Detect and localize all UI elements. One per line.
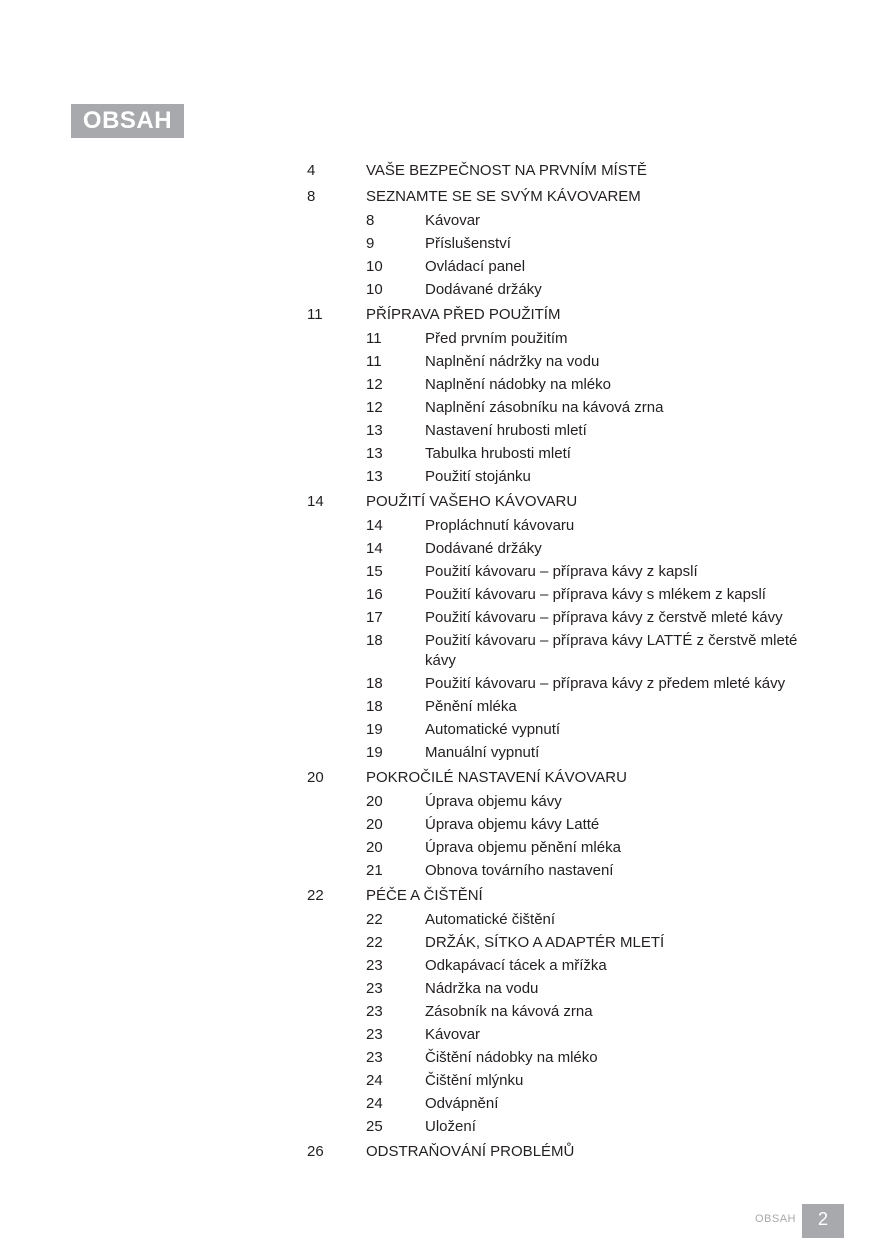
toc-entry[interactable] (307, 516, 827, 539)
toc-entry-page: 9 (366, 235, 375, 252)
toc-entry-title: Použití kávovaru – příprava kávy z předem mleté kávy (425, 675, 786, 692)
toc-section[interactable] (307, 491, 827, 516)
toc-entry-page: 18 (366, 675, 383, 692)
toc-entry[interactable] (307, 539, 827, 562)
toc-entry-title: Uložení (425, 1118, 476, 1135)
toc-entry-title: Pěnění mléka (425, 698, 517, 715)
toc-entry-title: Manuální vypnutí (425, 744, 540, 761)
toc-section-page: 4 (307, 162, 316, 179)
toc-entry-page: 22 (366, 911, 383, 928)
toc-entry[interactable] (307, 861, 827, 884)
toc-entry-page: 10 (366, 258, 383, 275)
toc-entry-page: 19 (366, 744, 383, 761)
toc-entry-title: Úprava objemu pěnění mléka (425, 839, 621, 856)
toc-entry-page: 17 (366, 609, 383, 626)
toc-entry-title: Kávovar (425, 1026, 481, 1043)
toc-entry[interactable] (307, 1094, 827, 1117)
toc-entry-title: Odvápnění (425, 1095, 499, 1112)
toc-entry-page: 19 (366, 721, 383, 738)
toc-section-title: ODSTRAŇOVÁNÍ PROBLÉMŮ (366, 1143, 575, 1160)
page-number: 2 (802, 1204, 844, 1238)
toc-entry[interactable] (307, 375, 827, 398)
toc-entry-title: Nastavení hrubosti mletí (425, 422, 587, 439)
toc-entry-title: Odkapávací tácek a mřížka (425, 957, 607, 974)
toc-section-page: 26 (307, 1143, 324, 1160)
toc-section[interactable] (307, 304, 827, 329)
toc-entry-title: Ovládací panel (425, 258, 526, 275)
toc-entry[interactable] (307, 398, 827, 421)
toc-entry[interactable] (307, 1002, 827, 1025)
toc-entry[interactable] (307, 257, 827, 280)
toc-entry[interactable] (307, 608, 827, 631)
toc-section[interactable] (307, 160, 827, 185)
toc-entry-title: Obnova továrního nastavení (425, 862, 614, 879)
toc-entry[interactable] (307, 444, 827, 467)
toc-entry-title: Nádržka na vodu (425, 980, 539, 997)
toc-entry-page: 23 (366, 957, 383, 974)
toc-entry-page: 14 (366, 517, 383, 534)
toc-section-title: VAŠE BEZPEČNOST NA PRVNÍM MÍSTĚ (366, 162, 647, 179)
toc-entry-page: 23 (366, 980, 383, 997)
toc-entry[interactable] (307, 933, 827, 956)
toc-entry-title: Naplnění nádržky na vodu (425, 353, 600, 370)
toc-entry-page: 12 (366, 376, 383, 393)
toc-entry-page: 11 (366, 330, 382, 347)
toc-entry-title: Tabulka hrubosti mletí (425, 445, 571, 462)
toc-entry[interactable] (307, 815, 827, 838)
footer-section-label: OBSAH (754, 1213, 796, 1225)
toc-entry[interactable] (307, 631, 827, 674)
toc-entry[interactable] (307, 1117, 827, 1140)
toc-section-page: 8 (307, 188, 316, 205)
toc-entry-title: DRŽÁK, SÍTKO A ADAPTÉR MLETÍ (425, 934, 665, 951)
toc-entry-page: 23 (366, 1026, 383, 1043)
toc-entry-page: 24 (366, 1072, 383, 1089)
toc-entry[interactable] (307, 697, 827, 720)
toc-section[interactable] (307, 186, 827, 211)
toc-entry-page: 23 (366, 1049, 383, 1066)
toc-entry[interactable] (307, 280, 827, 303)
toc-entry-page: 20 (366, 839, 383, 856)
toc-entry-page: 16 (366, 586, 383, 603)
toc-entry-page: 14 (366, 540, 383, 557)
toc-entry-page: 24 (366, 1095, 383, 1112)
toc-entry[interactable] (307, 234, 827, 257)
toc-section-title: SEZNAMTE SE SE SVÝM KÁVOVAREM (366, 188, 641, 205)
toc-entry[interactable] (307, 792, 827, 815)
toc-entry-title: Úprava objemu kávy Latté (425, 816, 600, 833)
toc-entry-page: 22 (366, 934, 383, 951)
toc-section-page: 14 (307, 493, 324, 510)
toc-entry-page: 20 (366, 816, 383, 833)
toc-entry[interactable] (307, 674, 827, 697)
toc-entry[interactable] (307, 838, 827, 861)
toc-entry[interactable] (307, 743, 827, 766)
toc-entry-page: 18 (366, 632, 383, 649)
toc-entry-title: Čištění nádobky na mléko (425, 1049, 598, 1066)
toc-entry[interactable] (307, 211, 827, 234)
toc-entry-title: Úprava objemu kávy (425, 793, 562, 810)
toc-entry-page: 15 (366, 563, 383, 580)
toc-entry-title: Naplnění zásobníku na kávová zrna (425, 399, 664, 416)
toc-entry-page: 21 (366, 862, 383, 879)
toc-entry-title: Naplnění nádobky na mléko (425, 376, 611, 393)
toc-entry[interactable] (307, 585, 827, 608)
toc-entry-title: Použití kávovaru – příprava kávy s mlékem z kapslí (425, 586, 766, 603)
toc-entry-page: 25 (366, 1118, 383, 1135)
toc-entry-title: Automatické čištění (425, 911, 556, 928)
toc-entry-title: Propláchnutí kávovaru (425, 517, 575, 534)
toc-entry-page: 10 (366, 281, 383, 298)
toc-entry-page: 13 (366, 422, 383, 439)
toc-section-title: POUŽITÍ VAŠEHO KÁVOVARU (366, 493, 578, 510)
toc-entry[interactable] (307, 421, 827, 444)
toc-entry-page: 11 (366, 353, 382, 370)
toc-entry-title: Před prvním použitím (425, 330, 568, 347)
toc-entry[interactable] (307, 562, 827, 585)
toc-entry-title: Použití stojánku (425, 468, 531, 485)
toc-section-title: POKROČILÉ NASTAVENÍ KÁVOVARU (366, 769, 627, 786)
toc-entry-title: Zásobník na kávová zrna (425, 1003, 593, 1020)
toc-entry-page: 18 (366, 698, 383, 715)
toc-entry[interactable] (307, 352, 827, 375)
toc-entry-page: 13 (366, 445, 383, 462)
toc-entry-title: Kávovar (425, 212, 481, 229)
toc-section[interactable] (307, 1141, 827, 1166)
toc-entry-title: Dodávané držáky (425, 540, 542, 557)
toc-entry-page: 12 (366, 399, 383, 416)
toc-entry-title: Čištění mlýnku (425, 1072, 524, 1089)
toc-entry-page: 20 (366, 793, 383, 810)
toc-entry-title: Použití kávovaru – příprava kávy z čerstvě mleté kávy (425, 609, 783, 626)
toc-entry[interactable] (307, 1071, 827, 1094)
toc-section[interactable] (307, 885, 827, 910)
toc-entry[interactable] (307, 956, 827, 979)
toc-entry[interactable] (307, 1048, 827, 1071)
toc-section-page: 20 (307, 769, 324, 786)
toc-entry[interactable] (307, 979, 827, 1002)
toc-entry-page: 13 (366, 468, 383, 485)
toc-entry[interactable] (307, 1025, 827, 1048)
toc-entry-page: 23 (366, 1003, 383, 1020)
toc-entry[interactable] (307, 720, 827, 743)
toc-entry-title: Použití kávovaru – příprava kávy LATTÉ z čerstvě mleté kávy (425, 632, 798, 669)
toc-section[interactable] (307, 767, 827, 792)
toc-section-title: PÉČE A ČIŠTĚNÍ (366, 887, 483, 904)
toc-entry-title: Dodávané držáky (425, 281, 542, 298)
table-of-contents (307, 160, 827, 1166)
toc-entry[interactable] (307, 329, 827, 352)
toc-section-page: 11 (307, 306, 323, 323)
toc-entry-title: Automatické vypnutí (425, 721, 561, 738)
toc-entry-title: Příslušenství (425, 235, 511, 252)
toc-entry-page: 8 (366, 212, 375, 229)
page-title: OBSAH (71, 104, 184, 138)
toc-section-page: 22 (307, 887, 324, 904)
toc-entry[interactable] (307, 910, 827, 933)
toc-section-title: PŘÍPRAVA PŘED POUŽITÍM (366, 306, 561, 323)
toc-entry[interactable] (307, 467, 827, 490)
toc-entry-title: Použití kávovaru – příprava kávy z kapslí (425, 563, 698, 580)
